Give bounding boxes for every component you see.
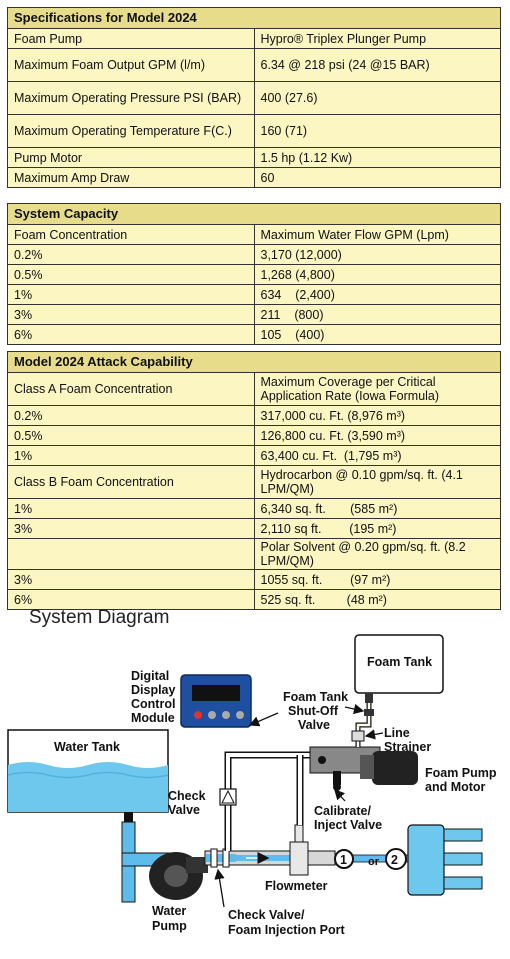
- capacity-concentration: 0.2%: [8, 245, 255, 265]
- display-label-3: Control: [131, 697, 176, 711]
- class-b-header: Class B Foam Concentration: [8, 466, 255, 499]
- capacity-flow: 211 (800): [254, 305, 501, 325]
- line-strainer-label-2: Strainer: [384, 740, 432, 754]
- display-control-module: [181, 675, 251, 727]
- flowmeter: [290, 825, 308, 875]
- outlet-2: [386, 849, 406, 869]
- class-a-coverage: 63,400 cu. Ft. (1,795 m³): [254, 446, 501, 466]
- outlet-2-label: 2: [391, 853, 398, 867]
- check-valve-port-label-1: Check Valve/: [228, 908, 305, 922]
- manifold: [408, 825, 482, 895]
- class-b-coverage: 6,340 sq. ft. (585 m²): [254, 499, 501, 519]
- class-a-concentration: 0.5%: [8, 426, 255, 446]
- class-a-coverage-header: Maximum Coverage per Critical Application Rate (Iowa Formula): [254, 373, 501, 406]
- check-valve-label-2: Valve: [168, 803, 200, 817]
- capacity-flow: 105 (400): [254, 325, 501, 345]
- class-b-coverage: 2,110 sq ft. (195 m²): [254, 519, 501, 539]
- water-pump: [149, 852, 208, 900]
- capacity-flow: 1,268 (4,800): [254, 265, 501, 285]
- foam-tank-label: Foam Tank: [367, 655, 433, 669]
- spec-label: Pump Motor: [8, 148, 255, 168]
- class-a-coverage: 126,800 cu. Ft. (3,590 m³): [254, 426, 501, 446]
- spec-value-text: Hypro® Triplex Plunger Pump: [260, 31, 427, 46]
- outlet-1-label: 1: [340, 853, 347, 867]
- outlet-1: [335, 850, 353, 868]
- attack-capability-table: [7, 351, 501, 610]
- foam-pump-label-1: Foam Pump: [425, 766, 497, 780]
- capacity-header-concentration: Foam Concentration: [8, 225, 255, 245]
- class-a-header: Class A Foam Concentration: [8, 373, 255, 406]
- class-b-concentration: 1%: [8, 499, 255, 519]
- polar-coverage: 1055 sq. ft. (97 m²): [254, 570, 501, 590]
- spec-label: Foam Pump: [8, 29, 255, 49]
- water-tank: [8, 730, 168, 812]
- check-valve-label-1: Check: [168, 789, 206, 803]
- display-label-4: Module: [131, 711, 175, 725]
- foam-pump-label-2: and Motor: [425, 780, 486, 794]
- system-capacity-title: System Capacity: [8, 204, 501, 225]
- spec-value: 6.34 @ 218 psi (24 @15 BAR): [254, 49, 501, 82]
- spec-label: Maximum Amp Draw: [8, 168, 255, 188]
- display-label-1: Digital: [131, 669, 170, 683]
- class-a-coverage: 317,000 cu. Ft. (8,976 m³): [254, 406, 501, 426]
- spec-value: 1.5 hp (1.12 Kw): [254, 148, 501, 168]
- spec-value: 160 (71): [254, 115, 501, 148]
- polar-solvent-header: Polar Solvent @ 0.20 gpm/sq. ft. (8.2 LPM/QM): [254, 539, 501, 570]
- water-pump-label-1: Water: [152, 904, 187, 918]
- polar-concentration: 6%: [8, 590, 255, 610]
- specifications-table: [7, 7, 501, 188]
- polar-blank-cell: [8, 539, 255, 570]
- polar-coverage: 525 sq. ft. (48 m²): [254, 590, 501, 610]
- capacity-concentration: 6%: [8, 325, 255, 345]
- class-b-concentration: 3%: [8, 519, 255, 539]
- spec-value: 400 (27.6): [254, 82, 501, 115]
- class-a-concentration: 0.2%: [8, 406, 255, 426]
- capacity-header-flow: Maximum Water Flow GPM (Lpm): [254, 225, 501, 245]
- water-tank-label: Water Tank: [54, 740, 120, 754]
- water-pump-label-2: Pump: [152, 919, 187, 933]
- capacity-flow: 634 (2,400): [254, 285, 501, 305]
- outlet-or-label: or: [368, 856, 379, 868]
- check-valve: [220, 789, 236, 805]
- spec-label: Maximum Operating Pressure PSI (BAR): [8, 82, 255, 115]
- capacity-concentration: 3%: [8, 305, 255, 325]
- capacity-concentration: 0.5%: [8, 265, 255, 285]
- calibrate-inject-valve: [333, 771, 341, 791]
- line-strainer-label-1: Line: [384, 726, 410, 740]
- spec-label: Maximum Foam Output GPM (l/m): [8, 49, 255, 82]
- class-a-concentration: 1%: [8, 446, 255, 466]
- shutoff-label-2: Shut-Off: [288, 704, 338, 718]
- system-capacity-table: [7, 203, 501, 345]
- spec-value: [254, 29, 501, 49]
- display-label-2: Display: [131, 683, 176, 697]
- flowmeter-label: Flowmeter: [265, 879, 328, 893]
- shutoff-label-1: Foam Tank: [283, 690, 349, 704]
- foam-tank: [355, 635, 443, 703]
- polar-concentration: 3%: [8, 570, 255, 590]
- diagram-title: System Diagram: [29, 607, 170, 628]
- specifications-title: Specifications for Model 2024: [8, 8, 501, 29]
- capacity-flow: 3,170 (12,000): [254, 245, 501, 265]
- calibrate-label-2: Inject Valve: [314, 818, 383, 832]
- calibrate-label-1: Calibrate/: [314, 804, 371, 818]
- spec-label: Maximum Operating Temperature F(C.): [8, 115, 255, 148]
- shutoff-label-3: Valve: [298, 718, 330, 732]
- hydrocarbon-header: Hydrocarbon @ 0.10 gpm/sq. ft. (4.1 LPM/QM): [254, 466, 501, 499]
- spec-value: 60: [254, 168, 501, 188]
- capacity-concentration: 1%: [8, 285, 255, 305]
- check-valve-port-label-2: Foam Injection Port: [228, 923, 345, 937]
- system-diagram: [0, 625, 510, 959]
- attack-capability-title: Model 2024 Attack Capability: [8, 352, 501, 373]
